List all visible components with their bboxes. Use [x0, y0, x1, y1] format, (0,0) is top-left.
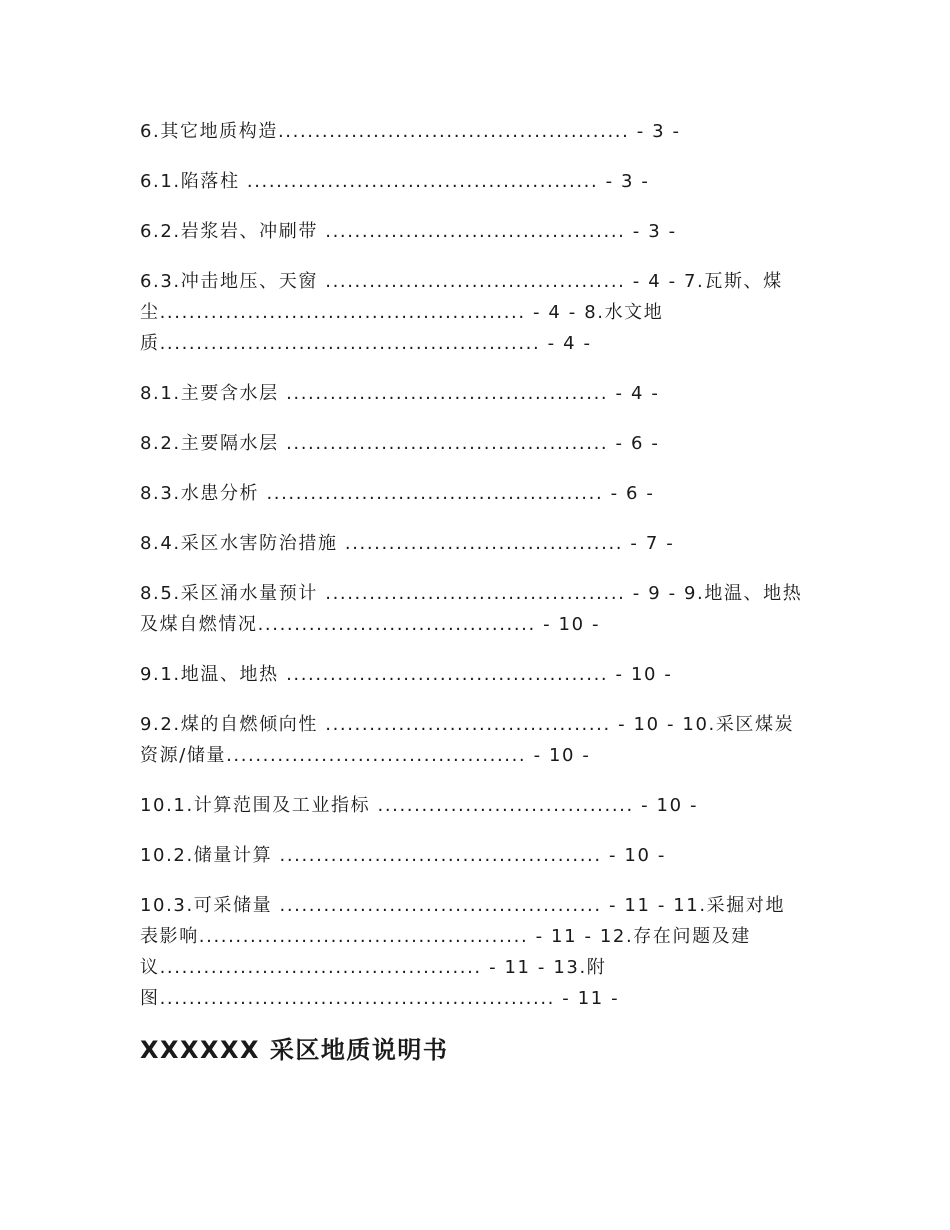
document-title: XXXXXX 采区地质说明书	[140, 1036, 449, 1064]
toc-entry-6-3[interactable]	[140, 266, 820, 359]
toc-entry-10-3[interactable]	[140, 890, 820, 1014]
toc-line: 10.1.计算范围及工业指标 ................................... - 10 -	[140, 795, 699, 816]
toc-line: 6.2.岩浆岩、冲刷带 ......................................... - 3 -	[140, 221, 677, 242]
toc-entry-10-2[interactable]	[140, 840, 820, 871]
toc-line: 资源/储量......................................... - 10 -	[140, 745, 591, 766]
toc-line: 图...................................................... - 11 -	[140, 988, 620, 1009]
toc-entry-10-1[interactable]	[140, 790, 820, 821]
toc-line: 6.3.冲击地压、天窗 ......................................... - 4 - 7.瓦斯、煤	[140, 271, 783, 292]
toc-line: 10.3.可采储量 ............................................ - 11 - 11.采掘对地	[140, 895, 786, 916]
toc-entry-6-1[interactable]	[140, 166, 820, 197]
toc-line: 表影响............................................. - 11 - 12.存在问题及建	[140, 926, 751, 947]
toc-entry-6[interactable]	[140, 116, 820, 147]
toc-entry-8-5[interactable]	[140, 578, 820, 640]
toc-line: 及煤自燃情况...................................... - 10 -	[140, 614, 601, 635]
toc-entry-8-1[interactable]	[140, 378, 820, 409]
toc-line: 8.5.采区涌水量预计 ......................................... - 9 - 9.地温、地热	[140, 583, 803, 604]
toc-line: 9.2.煤的自燃倾向性 ....................................... - 10 - 10.采区煤炭	[140, 714, 795, 735]
toc-line: 8.2.主要隔水层 ............................................ - 6 -	[140, 433, 660, 454]
toc-line: 议............................................ - 11 - 13.附	[140, 957, 607, 978]
toc-entry-8-2[interactable]	[140, 428, 820, 459]
toc-line: 9.1.地温、地热 ............................................ - 10 -	[140, 664, 673, 685]
toc-entry-6-2[interactable]	[140, 216, 820, 247]
toc-line: 8.3.水患分析 .............................................. - 6 -	[140, 483, 655, 504]
toc-entry-9-2[interactable]	[140, 709, 820, 771]
table-of-contents	[140, 116, 820, 1033]
toc-entry-8-4[interactable]	[140, 528, 820, 559]
toc-line: 尘.................................................. - 4 - 8.水文地	[140, 302, 664, 323]
toc-entry-8-3[interactable]	[140, 478, 820, 509]
toc-line: 6.其它地质构造................................................ - 3 -	[140, 121, 681, 142]
toc-line: 6.1.陷落柱 ................................................ - 3 -	[140, 171, 650, 192]
toc-entry-9-1[interactable]	[140, 659, 820, 690]
toc-line: 8.4.采区水害防治措施 ...................................... - 7 -	[140, 533, 675, 554]
toc-line: 质.................................................... - 4 -	[140, 333, 592, 354]
toc-line: 8.1.主要含水层 ............................................ - 4 -	[140, 383, 660, 404]
toc-line: 10.2.储量计算 ............................................ - 10 -	[140, 845, 666, 866]
